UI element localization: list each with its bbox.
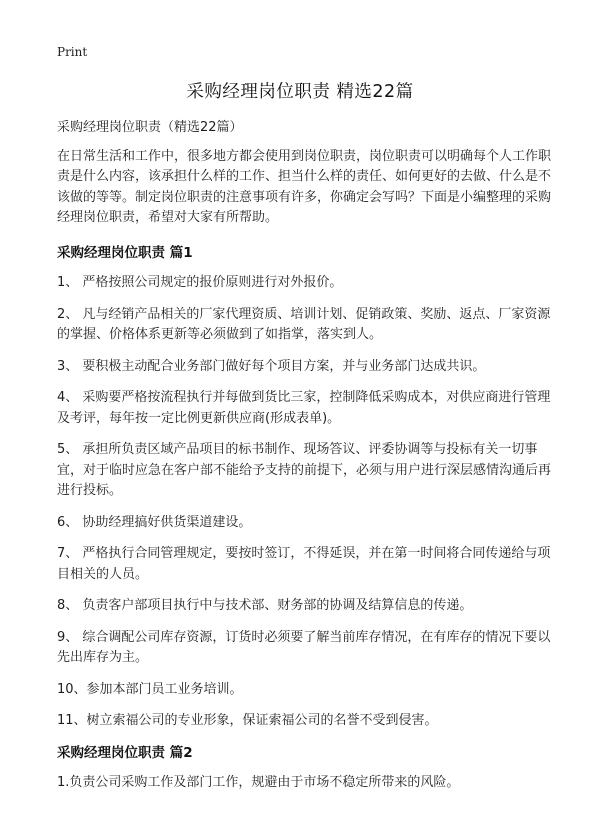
list-item: 9、 综合调配公司库存资源，订货时必须要了解当前库存情况，在有库存的情况下要以先出库存为主。 — [57, 629, 551, 665]
list-item: 4、 采购要严格按流程执行并每做到货比三家，控制降低采购成本，对供应商进行管理及考评，每年按一定比例更新供应商(形成表单)。 — [57, 390, 551, 426]
section-heading: 采购经理岗位职责 篇1 — [57, 244, 193, 261]
section-1 — [57, 243, 551, 732]
list-item: 7、 严格执行合同管理规定，要按时签订，不得延误，并在第一时间将合同传递给与项目相关的人员。 — [57, 546, 551, 582]
duty-list — [57, 273, 551, 732]
list-item: 1.负责公司采购工作及部门工作，规避由于市场不稳定所带来的风险。 — [57, 775, 460, 790]
section-2 — [57, 743, 551, 794]
page-title: 采购经理岗位职责 精选22篇 — [186, 82, 414, 102]
list-item: 3、 要积极主动配合业务部门做好每个项目方案，并与业务部门达成共识。 — [57, 358, 486, 374]
list-item: 2、 凡与经销产品相关的厂家代理资质、培训计划、促销政策、奖励、返点、厂家资源的掌握、价格体系更新等必须做到了如指掌，落实到人。 — [57, 306, 551, 342]
document-subtitle: 采购经理岗位职责（精选22篇） — [57, 120, 243, 135]
section-heading: 采购经理岗位职责 篇2 — [57, 744, 193, 761]
intro-paragraph: 在日常生活和工作中，很多地方都会使用到岗位职责，岗位职责可以明确每个人工作职责是什么内容，该承担什么样的工作、担当什么样的责任、如何更好的去做、什么是不该做的等等。制定岗位职责的注意事项有许多，你确定会写吗？下面是小编整理的采购经理岗位职责，希望对大家有所帮助。 — [57, 148, 552, 225]
document-body — [57, 118, 551, 805]
list-item: 6、 协助经理搞好供货渠道建设。 — [57, 514, 252, 530]
duty-list — [57, 773, 551, 794]
list-item: 10、参加本部门员工业务培训。 — [57, 681, 243, 697]
print-label: Print — [57, 45, 88, 59]
list-item: 1、 严格按照公司规定的报价原则进行对外报价。 — [57, 275, 343, 290]
list-item: 8、 负责客户部项目执行中与技术部、财务部的协调及结算信息的传递。 — [57, 598, 473, 613]
list-item: 5、 承担所负责区域产品项目的标书制作、现场答议、评委协调等与投标有关一切事宜，对于临时应急在客户部不能给予支持的前提下，必须与用户进行深层感情沟通后再进行投标。 — [57, 442, 552, 498]
list-item: 11、树立索福公司的专业形象，保证索福公司的名誉不受到侵害。 — [57, 713, 438, 728]
